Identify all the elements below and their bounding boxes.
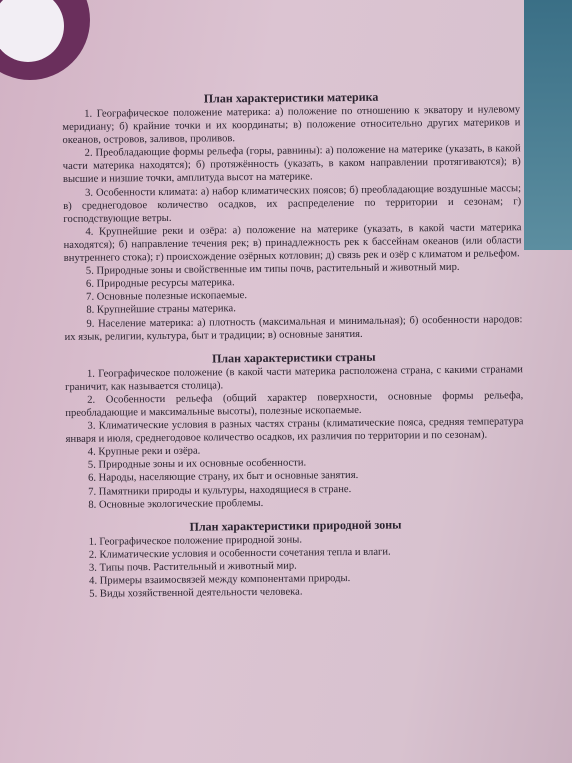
list-item: 8. Крупнейшие страны материка. <box>86 303 236 317</box>
background-edge <box>524 0 572 250</box>
list-item: 3. Особенности климата: а) набор климатических поясов; б) преобладающие воздушные массы; в) среднегодовое количество осадков, их распределение по территории и сезонам; г) господствующие ветры. <box>63 182 522 225</box>
list-item: 6. Природные ресурсы материка. <box>85 277 235 290</box>
list-item: 5. Виды хозяйственной деятельности человека. <box>89 586 303 600</box>
list-item: 7. Основные полезные ископаемые. <box>86 290 248 304</box>
section-title: План характеристики материка <box>203 89 379 106</box>
list-item: 4. Крупные реки и озёра. <box>87 445 201 458</box>
list-item: 1. Географическое положение природной зоны. <box>88 534 303 548</box>
list-item: 3. Типы почв. Растительный и животный мир. <box>88 560 297 574</box>
list-item: 4. Примеры взаимосвязей между компонентами природы. <box>89 573 351 587</box>
list-item: 2. Особенности рельефа (общий характер поверхности, основные формы рельефа, преобладающие и максимальные высоты), полезные ископаемые. <box>65 390 524 419</box>
section-title: План характеристики страны <box>211 349 376 366</box>
list-item: 2. Климатические условия и особенности сочетания тепла и влаги. <box>88 546 391 561</box>
list-item: 2. Преобладающие формы рельефа (горы, равнины): а) положение на материке (указать, в какой части материка находятся); б) протяжённость (указать, в каком направлении протягиваются); в) высшие и низшие точки, амплитуда высот на материке. <box>62 143 521 186</box>
list-item: 6. Народы, населяющие страну, их быт и основные занятия. <box>87 470 359 485</box>
list-item: 3. Климатические условия в разных частях страны (климатические пояса, средняя температура января и июля, среднегодовое количество осадков, их различия по территории и по сезонам). <box>65 416 524 446</box>
list-item: 1. Географическое положение (в какой части материка расположена страна, с какими странами граничит, как называется столица). <box>65 363 523 393</box>
list-item: 4. Крупнейшие реки и озёра: а) положение на материке (указать, в какой части материка находятся); б) направление течения рек; в) принадлежность рек к бассейнам океанов (или области внутреннего стока); г) происхождение озёрных котловин; д) связь рек и озёр с климатом и рельефом. <box>63 222 522 265</box>
list-item: 9. Население материка: а) плотность (максимальная и минимальная); б) особенности народов: их язык, религии, культура, быт и традиции; в) основные занятия. <box>64 313 523 343</box>
section-continent-plan <box>62 87 523 343</box>
list-item: 1. Географическое положение материка: а) положение по отношению к экватору и нулевому меридиану; б) крайние точки и их координаты; в) положение относительно других материков и океанов, островов, заливов, проливов. <box>62 104 521 147</box>
list-item: 8. Основные экологические проблемы. <box>88 497 264 511</box>
section-title: План характеристики природной зоны <box>189 517 402 534</box>
page-content <box>62 87 527 762</box>
section-natural-zone-plan <box>66 515 525 601</box>
list-item: 5. Природные зоны и их основные особенности. <box>87 457 307 472</box>
list-item: 5. Природные зоны и свойственные им типы почв, растительный и животный мир. <box>85 261 460 277</box>
section-country-plan <box>65 347 525 512</box>
list-item: 7. Памятники природы и культуры, находящиеся в стране. <box>88 483 352 498</box>
